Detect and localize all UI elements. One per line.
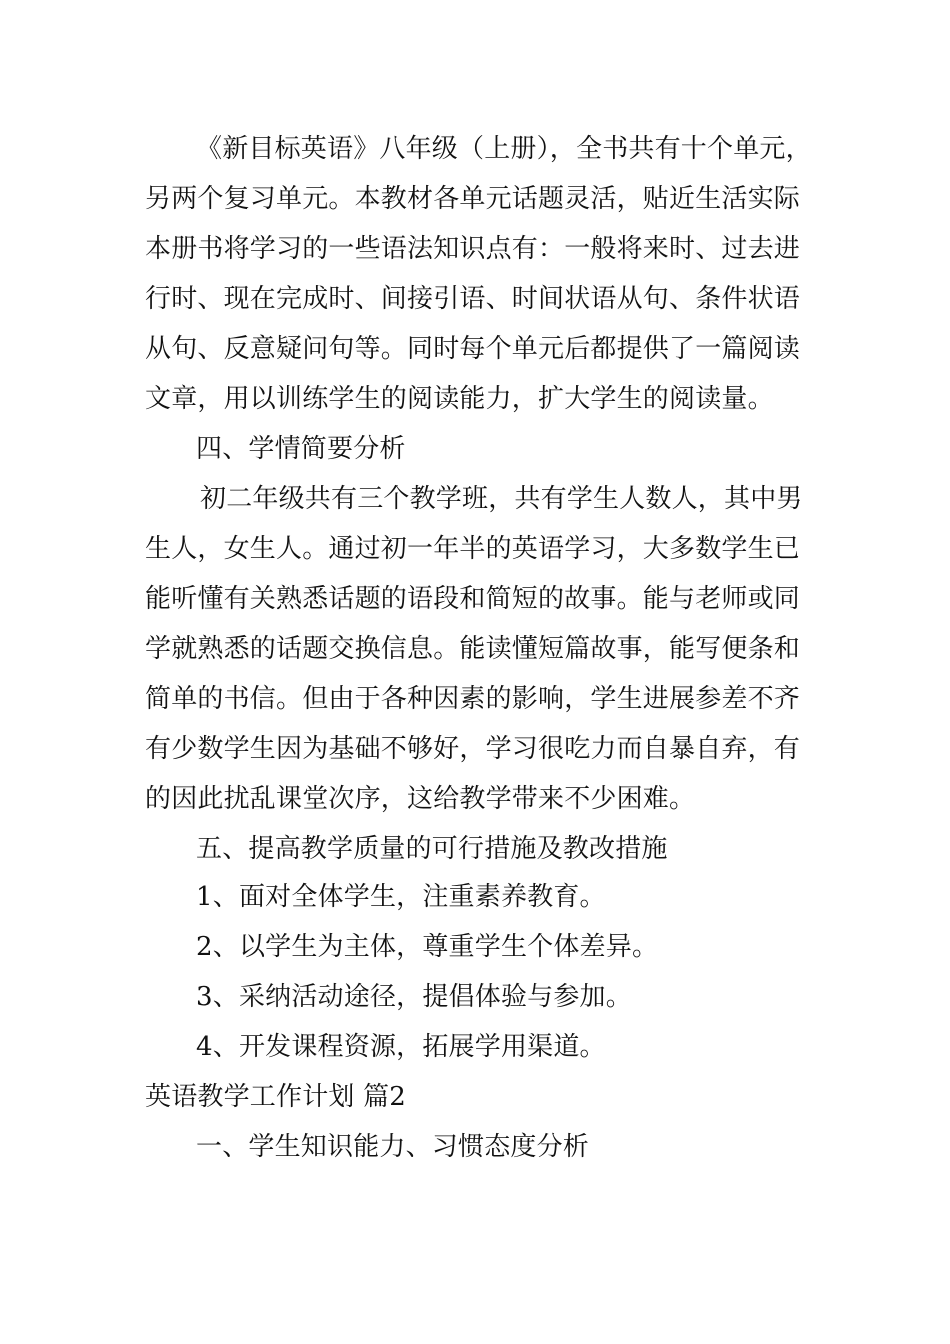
section-heading: 四、学情简要分析	[196, 434, 406, 464]
section-heading: 五、提高教学质量的可行措施及教改措施	[196, 834, 668, 864]
paragraph-line: 生人，女生人。通过初一年半的英语学习，大多数学生已	[145, 534, 801, 564]
paragraph-line: 本册书将学习的一些语法知识点有：一般将来时、过去进	[145, 234, 801, 264]
paragraph-line: 从句、反意疑问句等。同时每个单元后都提供了一篇阅读	[145, 334, 801, 364]
paragraph-line: 简单的书信。但由于各种因素的影响，学生进展参差不齐	[145, 684, 801, 714]
paragraph-line: 有少数学生因为基础不够好，学习很吃力而自暴自弃，有	[145, 734, 801, 764]
section-title: 英语教学工作计划 篇2	[145, 1082, 407, 1112]
list-item: 3、采纳活动途径，提倡体验与参加。	[196, 982, 632, 1012]
paragraph-line: 初二年级共有三个教学班，共有学生人数人，其中男	[200, 484, 803, 514]
paragraph-line: 的因此扰乱课堂次序，这给教学带来不少困难。	[145, 784, 696, 814]
paragraph-line: 学就熟悉的话题交换信息。能读懂短篇故事，能写便条和	[145, 634, 801, 664]
paragraph-line: 能听懂有关熟悉话题的语段和简短的故事。能与老师或同	[145, 584, 801, 614]
paragraph-line: 行时、现在完成时、间接引语、时间状语从句、条件状语	[145, 284, 801, 314]
paragraph-line: 另两个复习单元。本教材各单元话题灵活，贴近生活实际	[145, 184, 801, 214]
list-item: 1、面对全体学生，注重素养教育。	[196, 882, 606, 912]
section-heading: 一、学生知识能力、习惯态度分析	[196, 1132, 590, 1162]
paragraph-line: 文章，用以训练学生的阅读能力，扩大学生的阅读量。	[145, 384, 774, 414]
list-item: 2、以学生为主体，尊重学生个体差异。	[196, 932, 659, 962]
list-item: 4、开发课程资源，拓展学用渠道。	[196, 1032, 606, 1062]
paragraph-line: 《新目标英语》八年级（上册），全书共有十个单元，	[196, 134, 812, 164]
